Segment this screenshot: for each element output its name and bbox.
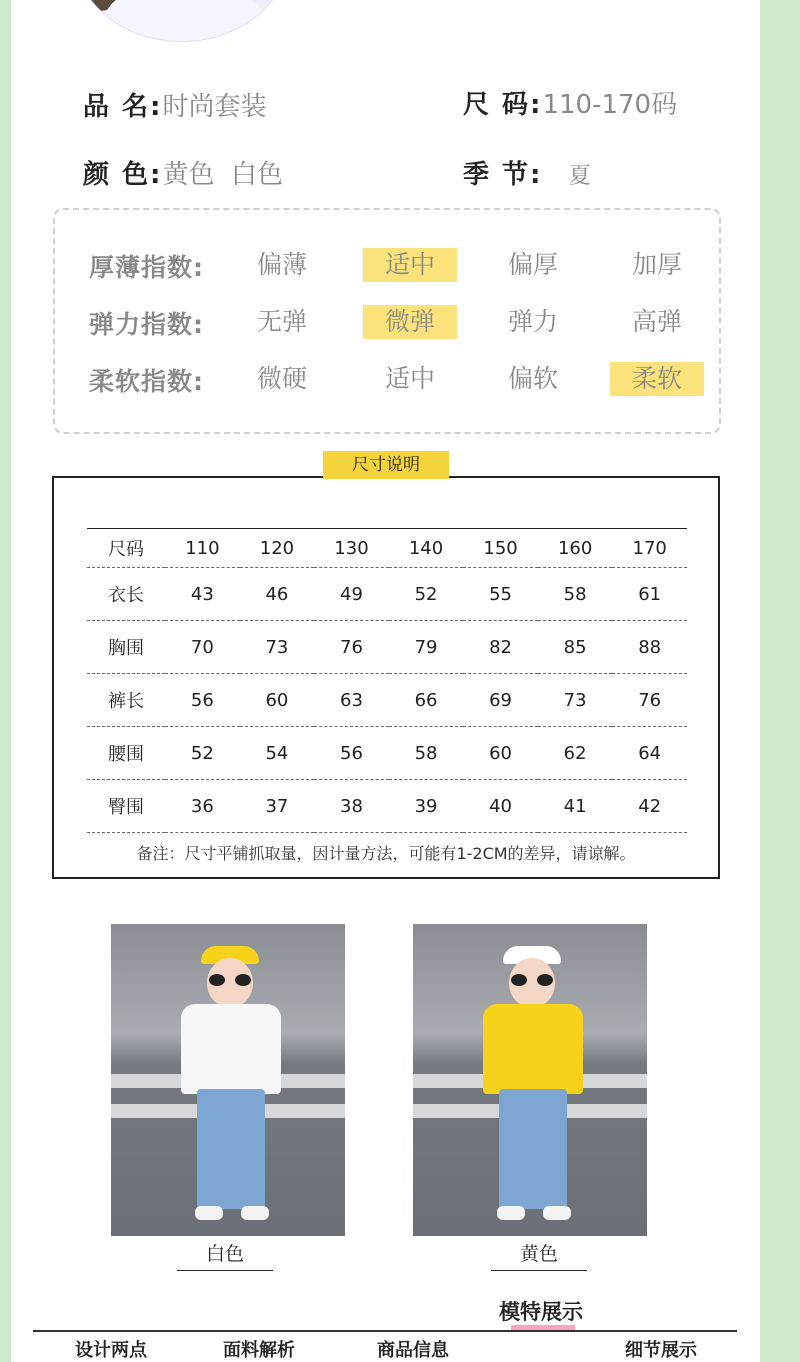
model-avatar-image — [73, 0, 290, 42]
index-option: 微硬 — [256, 364, 307, 393]
size-cell: 56 — [314, 727, 389, 780]
size-cell: 52 — [389, 568, 464, 621]
size-header-cell: 160 — [538, 529, 613, 568]
size-cell: 46 — [240, 568, 315, 621]
product-size-row — [463, 84, 677, 121]
table-row — [87, 621, 687, 674]
jeans-shape — [499, 1089, 567, 1209]
size-cell: 69 — [463, 674, 538, 727]
size-cell: 37 — [240, 780, 315, 833]
tshirt-shape — [483, 1004, 583, 1094]
product-color-label: 颜 色: — [83, 160, 163, 190]
table-row — [87, 568, 687, 621]
index-option-selected: 柔软 — [610, 362, 704, 396]
shoe-shape — [195, 1206, 223, 1220]
size-cell: 79 — [389, 621, 464, 674]
table-row — [87, 780, 687, 833]
index-option: 高弹 — [631, 307, 682, 336]
size-header-cell: 150 — [463, 529, 538, 568]
index-option: 无弹 — [256, 307, 307, 336]
product-season-value: 夏 — [568, 164, 591, 189]
nav-item-details[interactable]: 细节展示 — [625, 1340, 697, 1361]
size-table-header-row — [87, 529, 687, 568]
size-row-label: 胸围 — [87, 621, 165, 674]
size-cell: 88 — [612, 621, 687, 674]
size-cell: 61 — [612, 568, 687, 621]
size-cell: 62 — [538, 727, 613, 780]
size-cell: 39 — [389, 780, 464, 833]
shirt-shape — [104, 0, 264, 42]
shoe-shape — [241, 1206, 269, 1220]
model-photo-yellow — [413, 924, 647, 1236]
size-header-cell: 尺码 — [87, 529, 165, 568]
nav-item-design[interactable]: 设计两点 — [75, 1340, 147, 1361]
product-name-label: 品 名: — [83, 92, 163, 122]
size-cell: 60 — [240, 674, 315, 727]
photo-label-white: 白色 — [177, 1239, 273, 1271]
size-cell: 42 — [612, 780, 687, 833]
index-option: 偏厚 — [507, 250, 558, 279]
size-cell: 54 — [240, 727, 315, 780]
size-row-label: 裤长 — [87, 674, 165, 727]
shoe-shape — [497, 1206, 525, 1220]
shoe-shape — [543, 1206, 571, 1220]
index-label: 柔软指数: — [89, 367, 204, 396]
size-header-cell: 110 — [165, 529, 240, 568]
table-row — [87, 674, 687, 727]
size-note: 备注：尺寸平铺抓取量，因计量方法，可能有1-2CM的差异，请谅解。 — [136, 844, 636, 863]
size-cell: 41 — [538, 780, 613, 833]
product-season-row — [463, 154, 591, 191]
fabric-index-box — [53, 208, 721, 434]
nav-divider — [33, 1330, 737, 1332]
jeans-shape — [197, 1089, 265, 1209]
nav-item-fabric[interactable]: 面料解析 — [223, 1340, 295, 1361]
product-detail-page — [11, 0, 760, 1362]
product-name-row — [83, 86, 266, 123]
size-cell: 60 — [463, 727, 538, 780]
size-cell: 70 — [165, 621, 240, 674]
nav-item-product-info[interactable]: 商品信息 — [377, 1340, 449, 1361]
model-photo-white — [111, 924, 345, 1236]
product-color-value: 黄色 白色 — [162, 160, 283, 190]
size-cell: 58 — [538, 568, 613, 621]
index-option: 偏薄 — [256, 250, 307, 279]
sunglasses-icon — [209, 974, 251, 984]
size-row-label: 腰围 — [87, 727, 165, 780]
product-size-value: 110-170码 — [542, 90, 678, 120]
size-row-label: 衣长 — [87, 568, 165, 621]
product-season-label: 季 节: — [463, 160, 543, 190]
size-cell: 52 — [165, 727, 240, 780]
size-header-cell: 120 — [240, 529, 315, 568]
index-option-selected: 微弹 — [363, 305, 457, 339]
size-cell: 73 — [538, 674, 613, 727]
index-label: 弹力指数: — [89, 310, 204, 339]
size-header-cell: 140 — [389, 529, 464, 568]
size-table — [87, 528, 687, 833]
size-cell: 43 — [165, 568, 240, 621]
size-cell: 36 — [165, 780, 240, 833]
size-cell: 64 — [612, 727, 687, 780]
size-cell: 85 — [538, 621, 613, 674]
size-chart-title: 尺寸说明 — [323, 451, 449, 479]
product-color-row — [83, 154, 283, 191]
size-cell: 76 — [612, 674, 687, 727]
table-row — [87, 727, 687, 780]
size-cell: 58 — [389, 727, 464, 780]
size-header-cell: 170 — [612, 529, 687, 568]
product-size-label: 尺 码: — [463, 90, 543, 120]
size-cell: 73 — [240, 621, 315, 674]
sunglasses-icon — [511, 974, 553, 984]
product-name-value: 时尚套装 — [162, 92, 267, 122]
size-chart-box — [52, 476, 720, 879]
tshirt-shape — [181, 1004, 281, 1094]
size-row-label: 臀围 — [87, 780, 165, 833]
photo-label-yellow: 黄色 — [491, 1239, 587, 1271]
index-option: 偏软 — [507, 364, 558, 393]
size-cell: 76 — [314, 621, 389, 674]
size-cell: 55 — [463, 568, 538, 621]
size-header-cell: 130 — [314, 529, 389, 568]
index-option-selected: 适中 — [363, 248, 457, 282]
size-cell: 40 — [463, 780, 538, 833]
size-cell: 49 — [314, 568, 389, 621]
model-figure — [171, 934, 291, 1234]
index-label: 厚薄指数: — [89, 253, 204, 282]
model-figure — [473, 934, 593, 1234]
size-cell: 63 — [314, 674, 389, 727]
index-option: 弹力 — [507, 307, 558, 336]
size-cell: 66 — [389, 674, 464, 727]
index-option: 加厚 — [631, 250, 682, 279]
size-cell: 82 — [463, 621, 538, 674]
size-cell: 56 — [165, 674, 240, 727]
index-option: 适中 — [384, 364, 435, 393]
size-cell: 38 — [314, 780, 389, 833]
section-title-model: 模特展示 — [499, 1300, 583, 1324]
